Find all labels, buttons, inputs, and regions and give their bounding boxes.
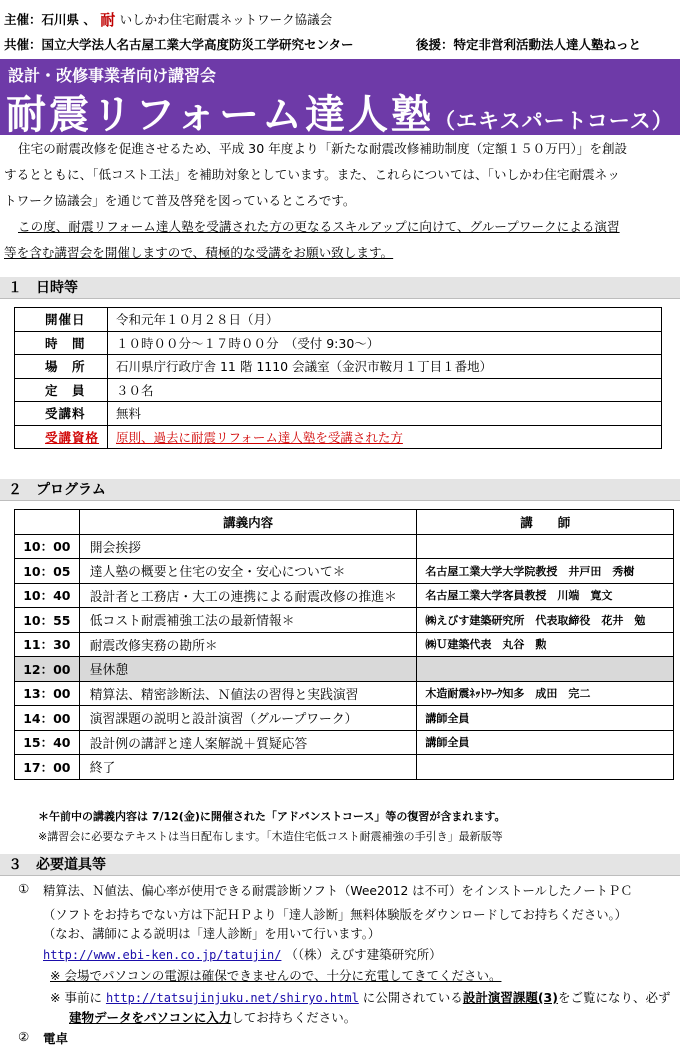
session-instructor: 名古屋工業大学客員教授 川端 寛文 <box>417 583 674 608</box>
row-value: 石川県庁行政庁舎 11 階 1110 会議室（金沢市鞍月１丁目１番地） <box>108 355 662 379</box>
section-2-header: ２ プログラム <box>0 479 680 501</box>
table-row <box>15 681 674 706</box>
row-value: 令和元年１０月２８日（月） <box>108 308 662 332</box>
row-value: 無料 <box>108 402 662 426</box>
intro-line: トワーク協議会」を通じて普及啓発を図っているところです。 <box>4 193 356 208</box>
row-value: ３０名 <box>108 378 662 402</box>
table-row <box>15 706 674 731</box>
title-banner <box>0 59 680 138</box>
banner-title <box>6 83 674 140</box>
organizer-org: いしかわ住宅耐震ネットワーク協議会 <box>119 12 333 27</box>
warning-1: ※ 会場でパソコンの電源は確保できませんので、十分に充電してきてください。 <box>50 968 502 983</box>
warning-2-prefix: ※ 事前に <box>50 990 102 1005</box>
session-content: 昼休憩 <box>79 657 417 682</box>
item-1-line: （ソフトをお持ちでない方は下記ＨＰより「達人診断」無料体験版をダウンロードしてお持ちください。） <box>43 908 627 922</box>
table-header-row <box>15 510 674 535</box>
support-label: 後援：特定非営利活動法人達人塾ねっと <box>416 37 642 52</box>
warning-2-suffix: をご覧になり、必ず <box>557 990 671 1005</box>
organizer-line <box>4 8 332 29</box>
banner-title-main: 耐震リフォーム達人塾 <box>6 92 434 138</box>
organizer-label: 主催：石川県 <box>4 12 80 27</box>
session-instructor: ㈱Ｕ建築代表 丸谷 勲 <box>417 632 674 657</box>
warning-2-task: 設計演習課題(3) <box>462 990 558 1005</box>
table-row <box>15 402 662 426</box>
organizer-separator: 、 <box>83 12 96 27</box>
row-value: 原則、過去に耐震リフォーム達人塾を受講された方 <box>108 425 662 449</box>
row-value: １０時００分～１７時００分 （受付 9:30～） <box>108 331 662 355</box>
warning-2 <box>50 988 670 1006</box>
cosponsor-line <box>4 35 354 53</box>
table-row <box>15 355 662 379</box>
table-row <box>15 559 674 584</box>
banner-course: （エキスパートコース） <box>434 109 674 133</box>
intro-line: 住宅の耐震改修を促進させるため、平成 30 年度より「新たな耐震改修補助制度（定額１５０万円）」を創設 <box>18 141 628 156</box>
session-instructor <box>417 755 674 780</box>
session-time: 10：40 <box>15 583 80 608</box>
row-label: 受講料 <box>15 402 108 426</box>
session-content: 精算法、精密診断法、Ｎ値法の習得と実践演習 <box>79 681 417 706</box>
intro-line: するとともに、「低コスト工法」を補助対象としています。また、これらについては、「いしかわ住宅耐震ネッ <box>4 167 620 182</box>
warning-2-data: 建物データをパソコンに入力 <box>69 1010 232 1025</box>
session-time: 12：00 <box>15 657 80 682</box>
intro-line: 等を含む講習会を開催しますので、積極的な受講をお願い致します。 <box>4 245 394 260</box>
session-time: 13：00 <box>15 681 80 706</box>
session-time: 10：55 <box>15 608 80 633</box>
time-column-header <box>15 510 80 535</box>
session-instructor: 講師全員 <box>417 706 674 731</box>
table-row <box>15 331 662 355</box>
program-note-2: ※講習会に必要なテキストは当日配布します。「木造住宅低コスト耐震補強の手引き」最新版等 <box>38 830 503 843</box>
row-label: 定 員 <box>15 378 108 402</box>
session-instructor: 講師全員 <box>417 730 674 755</box>
warning-2-l2-suffix: してお持ちください。 <box>231 1010 357 1025</box>
session-time: 10：05 <box>15 559 80 584</box>
instructor-column-header: 講 師 <box>417 510 674 535</box>
item-1-line: 精算法、Ｎ値法、偏心率が使用できる耐震診断ソフト（Wee2012 は不可）をインストールしたノートＰＣ <box>43 884 633 898</box>
item-number: ② <box>18 1029 30 1044</box>
program-note-1: ＊午前中の講義内容は 7/12(金)に開催された「アドバンストコース」等の復習が含まれます。 <box>38 810 506 823</box>
session-content: 設計者と工務店・大工の連携による耐震改修の推進＊ <box>79 583 417 608</box>
ebi-ken-link[interactable]: http://www.ebi-ken.co.jp/tatujin/ <box>43 948 282 962</box>
session-instructor: 名古屋工業大学大学院教授 井戸田 秀樹 <box>417 559 674 584</box>
program-table <box>14 509 674 780</box>
table-row <box>15 730 674 755</box>
session-time: 17：00 <box>15 755 80 780</box>
session-content: 達人塾の概要と住宅の安全・安心について＊ <box>79 559 417 584</box>
item-number: ① <box>18 881 30 896</box>
section-3-header: ３ 必要道具等 <box>0 854 680 876</box>
support-line <box>416 35 641 53</box>
intro-paragraph-2 <box>4 214 676 266</box>
session-time: 15：40 <box>15 730 80 755</box>
session-instructor <box>417 534 674 559</box>
row-label: 時 間 <box>15 331 108 355</box>
shiryo-link[interactable]: http://tatsujinjuku.net/shiryo.html <box>105 991 359 1005</box>
intro-line: この度、耐震リフォーム達人塾を受講された方の更なるスキルアップに向けて、グループワークによる演習 <box>18 219 620 234</box>
link-1-suffix: （（株）えびす建築研究所） <box>285 947 442 962</box>
row-label: 場 所 <box>15 355 108 379</box>
table-row <box>15 534 674 559</box>
table-row <box>15 378 662 402</box>
item-2-label: 電卓 <box>43 1031 69 1046</box>
session-instructor <box>417 657 674 682</box>
table-row <box>15 308 662 332</box>
session-time: 14：00 <box>15 706 80 731</box>
banner-subtitle: 設計・改修事業者向け講習会 <box>8 66 217 85</box>
row-label: 開催日 <box>15 308 108 332</box>
item-1-line: （なお、講師による説明は「達人診断」を用いて行います。） <box>43 927 381 941</box>
table-row <box>15 425 662 449</box>
session-instructor: ㈱えびす建築研究所 代表取締役 花井 勉 <box>417 608 674 633</box>
table-row <box>15 632 674 657</box>
session-content: 開会挨拶 <box>79 534 417 559</box>
session-time: 10：00 <box>15 534 80 559</box>
warning-2-mid: に公開されている <box>362 990 463 1005</box>
table-row <box>15 608 674 633</box>
table-row <box>15 657 674 682</box>
intro-paragraph-1 <box>4 136 676 214</box>
session-content: 低コスト耐震補強工法の最新情報＊ <box>79 608 417 633</box>
schedule-table <box>14 307 662 449</box>
session-instructor: 木造耐震ﾈｯﾄﾜｰｸ知多 成田 完二 <box>417 681 674 706</box>
session-content: 設計例の講評と達人案解説＋質疑応答 <box>79 730 417 755</box>
cosponsor-label: 共催：国立大学法人名古屋工業大学高度防災工学研究センター <box>4 37 354 52</box>
session-content: 演習課題の説明と設計演習（グループワーク） <box>79 706 417 731</box>
content-column-header: 講義内容 <box>79 510 417 535</box>
row-label: 受講資格 <box>15 425 108 449</box>
warning-2-line-2 <box>69 1008 356 1026</box>
network-logo-icon: 耐 <box>100 11 116 29</box>
session-content: 終了 <box>79 755 417 780</box>
table-row <box>15 755 674 780</box>
link-line <box>43 945 442 963</box>
session-time: 11：30 <box>15 632 80 657</box>
section-1-header: １ 日時等 <box>0 277 680 299</box>
session-content: 耐震改修実務の勘所＊ <box>79 632 417 657</box>
table-row <box>15 583 674 608</box>
